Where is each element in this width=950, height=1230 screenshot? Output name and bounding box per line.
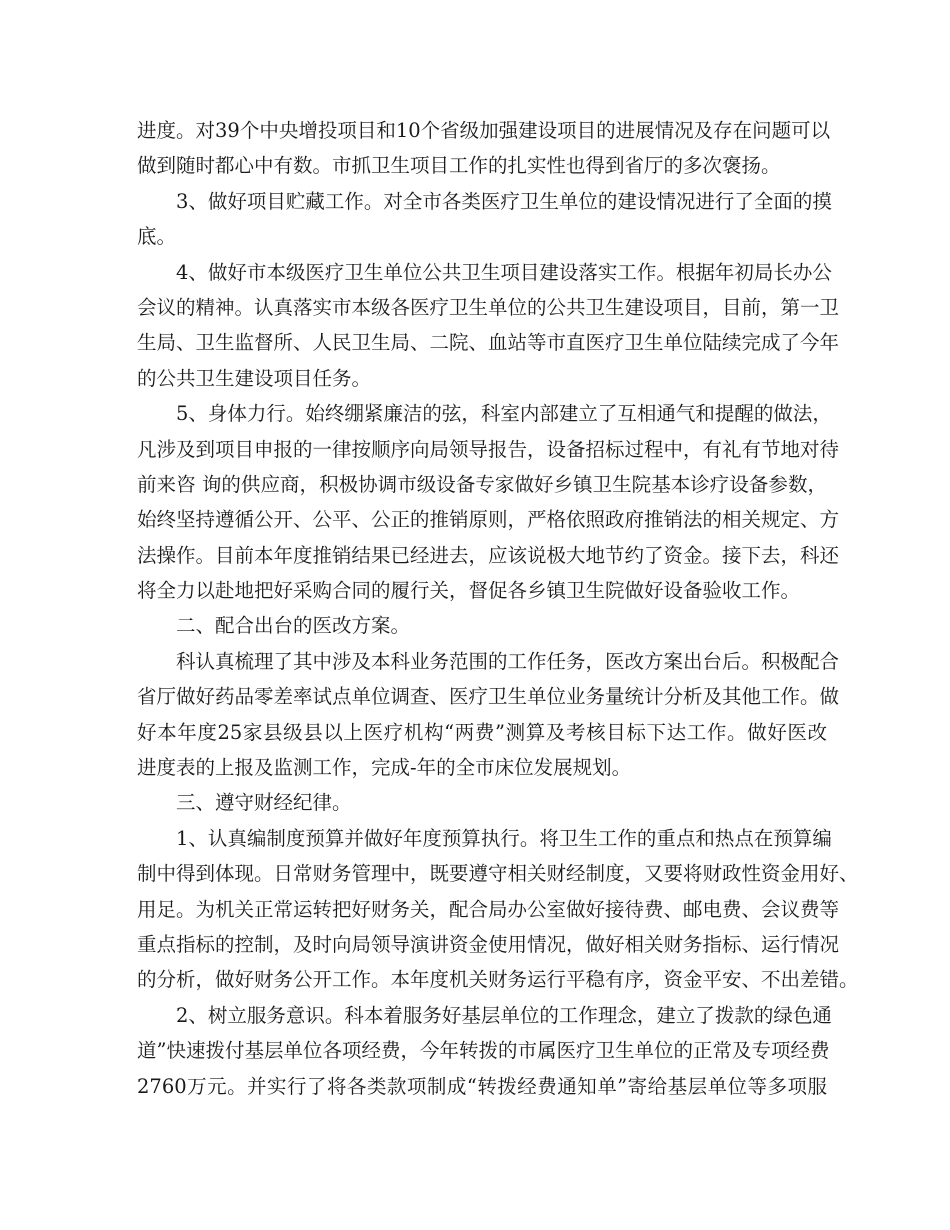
- text-line: 将全力以赴地把好采购合同的履行关，督促各乡镇卫生院做好设备验收工作。: [137, 579, 801, 603]
- text-line: 前来咨 询的供应商，积极协调市级设备专家做好乡镇卫生院基本诊疗设备参数，: [137, 472, 827, 496]
- text-line: 的公共卫生建设项目任务。: [137, 366, 372, 390]
- text-line: 4、做好市本级医疗卫生单位公共卫生项目建设落实工作。根据年初局长办公: [176, 260, 832, 284]
- text-line: 进度表的上报及监测工作，完成-年的全市床位发展规划。: [137, 756, 632, 780]
- text-line: 省厅做好药品零差率试点单位调查、医疗卫生单位业务量统计分析及其他工作。做: [137, 685, 840, 709]
- text-line: 制中得到体现。日常财务管理中，既要遵守相关财经制度，又要将财政性资金用好、: [137, 862, 859, 886]
- text-line: 凡涉及到项目申报的一律按顺序向局领导报告，设备招标过程中，有礼有节地对待: [137, 437, 840, 461]
- text-line: 底。: [137, 225, 177, 249]
- text-line: 会议的精神。认真落实市本级各医疗卫生单位的公共卫生建设项目，目前，第一卫: [137, 295, 840, 319]
- text-line: 5、身体力行。始终绷紧廉洁的弦，科室内部建立了互相通气和提醒的做法，: [176, 402, 832, 426]
- document-body: [137, 113, 859, 1104]
- text-line: 三、遵守财经纪律。: [176, 791, 352, 815]
- text-line: 法操作。目前本年度推销结果已经进去，应该说极大地节约了资金。接下去，科还: [137, 543, 840, 567]
- text-line: 3、做好项目贮藏工作。对全市各类医疗卫生单位的建设情况进行了全面的摸: [176, 189, 832, 213]
- text-line: 好本年度25家县级县以上医疗机构“两费”测算及考核目标下达工作。做好医改: [137, 720, 827, 744]
- text-line: 1、认真编制度预算并做好年度预算执行。将卫生工作的重点和热点在预算编: [176, 826, 832, 850]
- text-line: 道”快速拨付基层单位各项经费，今年转拨的市属医疗卫生单位的正常及专项经费: [137, 1039, 830, 1063]
- text-line: 生局、卫生监督所、人民卫生局、二院、血站等市直医疗卫生单位陆续完成了今年: [137, 331, 840, 355]
- text-line: 用足。为机关正常运转把好财务关，配合局办公室做好接待费、邮电费、会议费等: [137, 897, 840, 921]
- text-line: 进度。对39个中央增投项目和10个省级加强建设项目的进展情况及存在问题可以: [137, 119, 831, 142]
- text-line: 始终坚持遵循公开、公平、公正的推销原则，严格依照政府推销法的相关规定、方: [137, 508, 840, 532]
- text-line: 2、树立服务意识。科本着服务好基层单位的工作理念，建立了拨款的绿色通: [176, 1003, 832, 1027]
- text-line: 做到随时都心中有数。市抓卫生项目工作的扎实性也得到省厅的多次褒扬。: [137, 154, 781, 178]
- text-line: 科认真梳理了其中涉及本科业务范围的工作任务，医改方案出台后。积极配合: [176, 649, 840, 673]
- text-line: 的分析，做好财务公开工作。本年度机关财务运行平稳有序，资金平安、不出差错。: [137, 968, 859, 992]
- text-line: 重点指标的控制，及时向局领导演讲资金使用情况，做好相关财务指标、运行情况: [137, 932, 840, 956]
- text-line: 二、配合出台的医改方案。: [176, 614, 411, 638]
- text-line: 2760万元。并实行了将各类款项制成“转拨经费通知单”寄给基层单位等多项服: [137, 1074, 827, 1098]
